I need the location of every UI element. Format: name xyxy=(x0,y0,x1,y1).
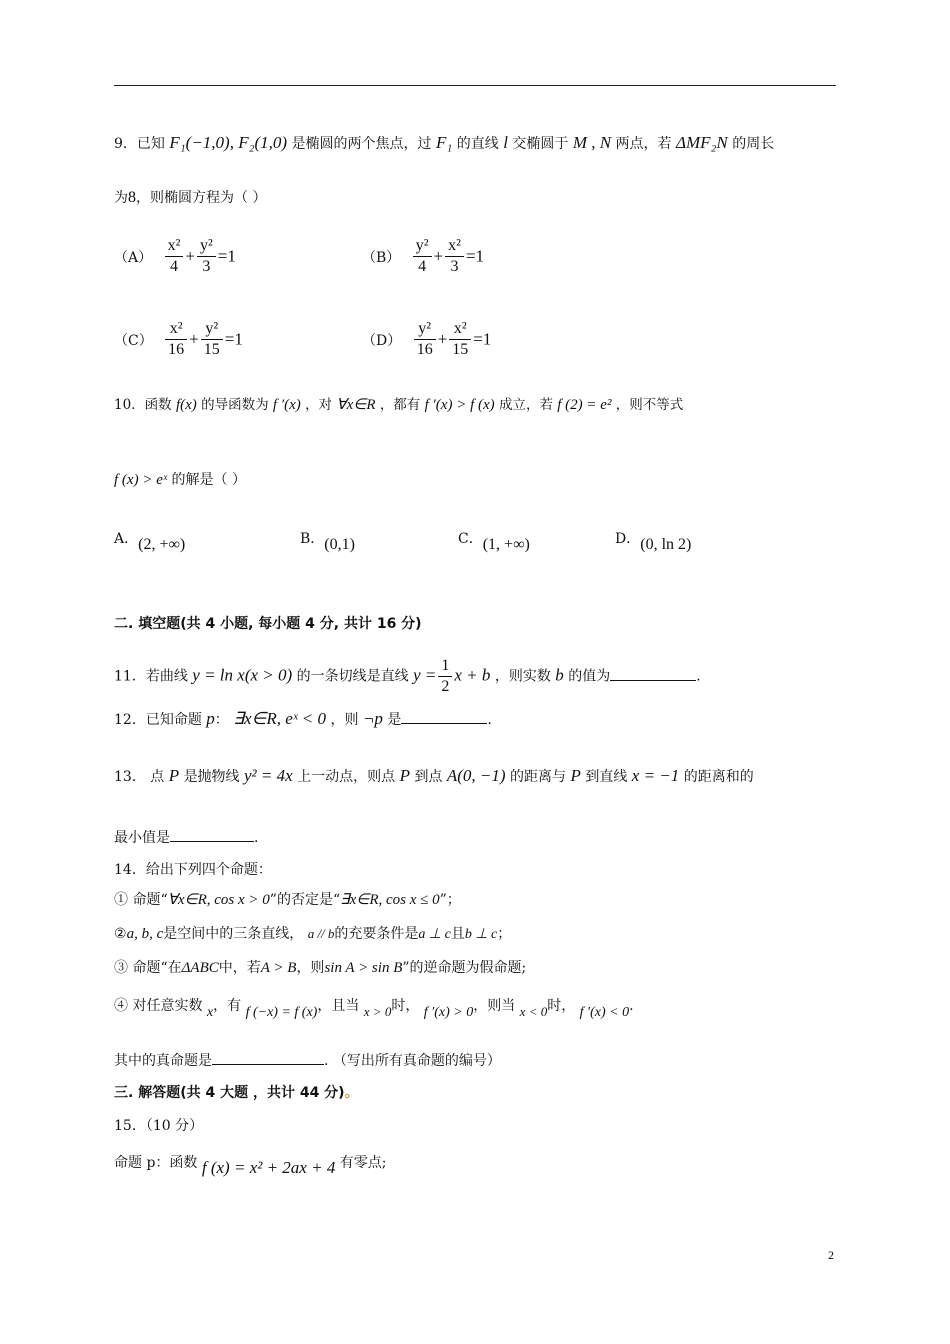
q9-foci: F₁(−1,0), F₂(1,0) xyxy=(169,133,288,152)
q9-option-a: （A） $\frac{\text{x²}}{4}$ + $\frac{\text{y²}}{3}$ =1 xyxy=(114,237,236,275)
q14-statement-1: ① 命题“∀x∈R, cos x > 0”的否定是“∃x∈R, cos x ≤ 0”； xyxy=(114,892,461,908)
q9-option-c: （C） $\frac{\text{x²}}{16}$ + $\frac{\text{y²}}{15}$ =1 xyxy=(114,320,243,358)
q9-line2: 为8，则椭圆方程为（ ） xyxy=(114,189,267,206)
q15-proposition-p: 命题 p：函数 f (x) = x² + 2ax + 4 有零点; xyxy=(114,1155,387,1177)
q13-answer-blank[interactable] xyxy=(170,827,254,842)
q14-heading: 14．给出下列四个命题： xyxy=(114,862,272,878)
q14-statement-4: ④ 对任意实数 x，有 f (−x) = f (x)，且当 x > 0时， f ′(x) > 0，则当 x < 0时， f ′(x) < 0. xyxy=(114,998,634,1020)
q10-option-b: B．(0,1) xyxy=(300,531,355,553)
q10-option-a: A．(2, +∞) xyxy=(114,531,186,553)
q14-tail: 其中的真命题是 . （写出所有真命题的编号） xyxy=(114,1050,501,1071)
q14-statement-3: ③ 命题“在ΔABC中，若A > B，则sin A > sin B”的逆命题为假命题; xyxy=(114,960,527,976)
q10-line2: f (x) > eˣ 的解是（ ） xyxy=(114,472,246,488)
q14-answer-blank[interactable] xyxy=(212,1050,324,1065)
q13-line2: 最小值是 . xyxy=(114,827,258,848)
q14-statement-2: ②a, b, c是空间中的三条直线， a // b的充要条件是a ⊥ c且b ⊥ c； xyxy=(114,926,512,942)
q12-answer-blank[interactable] xyxy=(401,709,487,724)
q12: 12．已知命题 p： ∃x∈R, eˣ < 0 ，则 ¬p 是 . xyxy=(114,709,492,728)
page-number: 2 xyxy=(828,1248,834,1262)
header-rule xyxy=(114,85,836,86)
section-3-heading: 三. 解答题(共 4 大题 ，共计 44 分)。 xyxy=(114,1085,359,1101)
q9-option-b: （B） $\frac{\text{y²}}{4}$ + $\frac{\text{x²}}{3}$ =1 xyxy=(362,237,485,275)
section-2-heading: 二. 填空题(共 4 小题, 每小题 4 分, 共计 16 分) xyxy=(114,616,422,632)
q11-answer-blank[interactable] xyxy=(610,666,696,681)
q10-line1: 10．函数 f(x) 的导函数为 f ′(x) ，对 ∀x∈R ，都有 f ′(x) > f (x) 成立，若 f (2) = e² ，则不等式 xyxy=(114,397,684,413)
q9-line1: 9．已知 F₁(−1,0), F₂(1,0) 是椭圆的两个焦点，过 F₁ 的直线 l 交椭圆于 M , N 两点，若 ΔMF₂N 的周长 xyxy=(114,133,775,152)
q10-option-c: C．(1, +∞) xyxy=(458,531,530,553)
q13-line1: 13． 点 P 是抛物线 y² = 4x 上一动点，则点 P 到点 A(0, −1) 的距离与 P 到直线 x = −1 的距离和的 xyxy=(114,766,754,785)
q10-option-d: D．(0, ln 2) xyxy=(615,531,692,553)
q15-heading: 15．（10 分） xyxy=(114,1118,204,1134)
q9-option-d: （D） $\frac{\text{y²}}{16}$ + $\frac{\text{x²}}{15}$ =1 xyxy=(362,320,492,358)
q11: 11．若曲线 y = ln x(x > 0) 的一条切线是直线 y = $\frac{1}{2}$ x + b ，则实数 b 的值为 . xyxy=(114,657,701,695)
